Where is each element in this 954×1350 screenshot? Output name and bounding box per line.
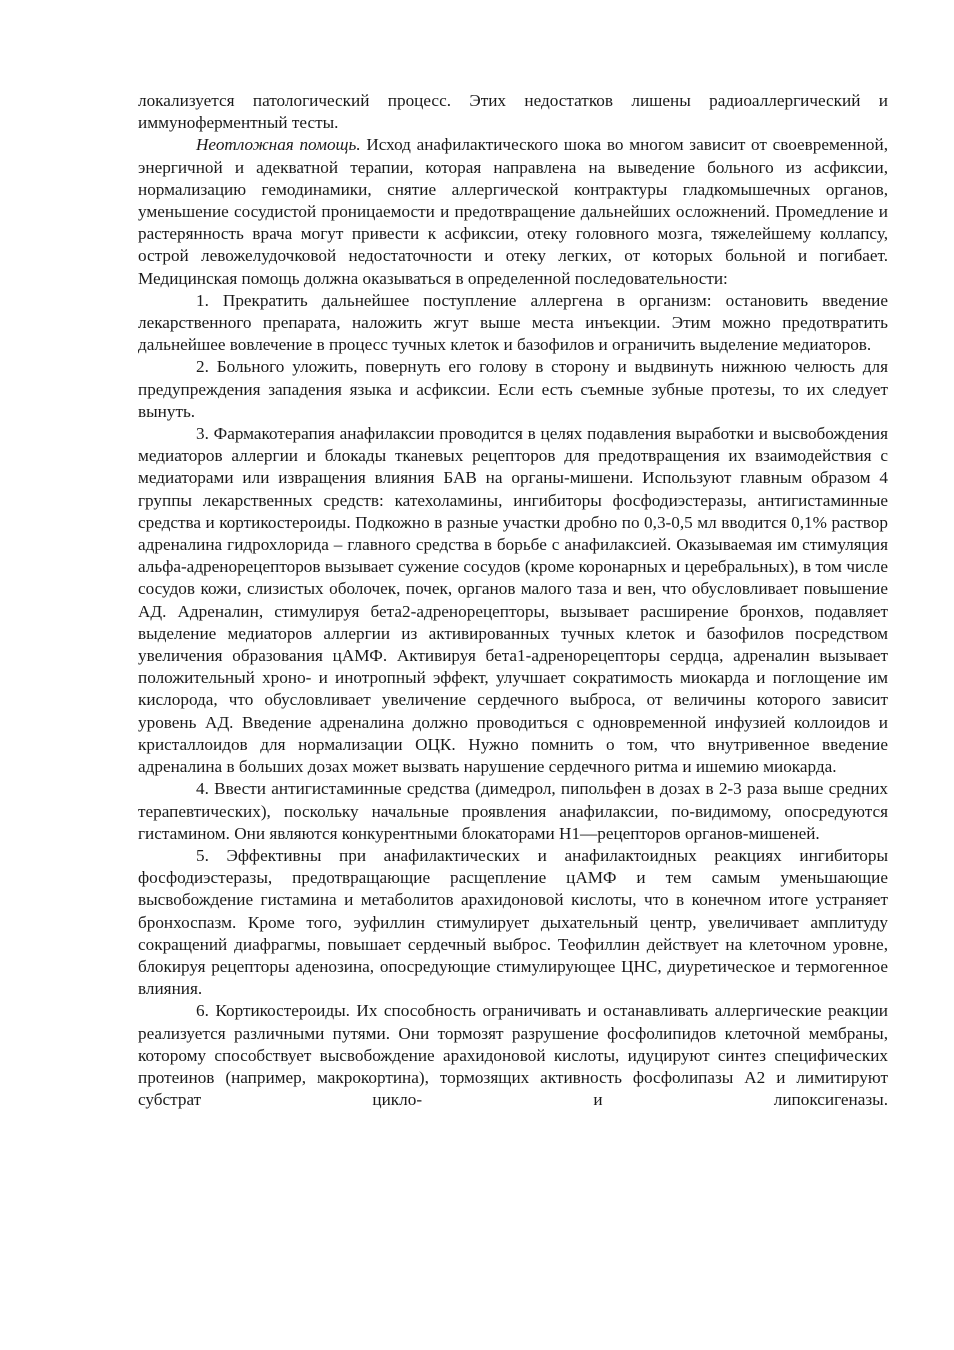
paragraph-emergency-care-text: Исход анафилактического шока во многом зависит от своевременной, энергичной и адекватной терапии, которая направлена на выведение больного из асфиксии, нормализацию гемодинамики, снятие аллергической контрактуры гладкомышечных органов, уменьшение сосудистой проницаемости и предотвращение дальнейших осложнений. Промедление и растерянность врача могут привести к асфиксии, отеку головного мозга, тяжелейшему коллапсу, острой левожелудочковой недостаточности и отеку легких, от которых больной и погибает. Медицинская помощь должна оказываться в определенной последовательности: (138, 135, 888, 288)
list-item-2: 2. Больного уложить, повернуть его голову в сторону и выдвинуть нижнюю челюсть для предупреждения западения языка и асфиксии. Если есть съемные зубные протезы, то их следует вынуть. (138, 357, 888, 421)
list-item-1: 1. Прекратить дальнейшее поступление аллергена в организм: остановить введение лекарственного препарата, наложить жгут выше места инъекции. Этим можно предотвратить дальнейшее вовлечение в процесс тучных клеток и базофилов и ограничить выделение медиаторов. (138, 290, 888, 355)
list-item-5: 5. Эффективны при анафилактических и анафилактоидных реакциях ингибиторы фосфодиэстеразы, предотвращающие расщепление цАМФ и тем самым уменьшающие высвобождение гистамина и метаболитов арахидоновой кислоты, что в конечном итоге устраняет бронхоспазм. Кроме того, эуфиллин стимулирует дыхательный центр, увеличивает амплитуду сокращений диафрагмы, повышает сердечный выброс. Теофиллин действует на клеточном уровне, блокируя рецепторы аденозина, опосредующие стимулирующее ЦНС, диуретическое и термогенное влияния. (138, 845, 888, 999)
list-item-3: 3. Фармакотерапия анафилаксии проводится в целях подавления выработки и высвобождения медиаторов аллергии и блокады тканевых рецепторов для предотвращения их взаимодействия с медиаторами или извращения влияния БАВ на органы-мишени. Используют главным образом 4 группы лекарственных средств: катехоламины, ингибиторы фосфодиэстеразы, антигистаминные средства и кортикостероиды. Подкожно в разные участки дробно по 0,3-0,5 мл вводится 0,1% раствор адреналина гидрохлорида – главного средства в борьбе с анафилаксией. Оказываемая им стимуляция альфа-адренорецепторов вызывает сужение сосудов (кроме коронарных и церебральных), в том числе сосудов кожи, слизистых оболочек, почек, органов малого таза и вен, что обусловливает повышение АД. Адреналин, стимулируя бета2-адренорецепторы, вызывает расширение бронхов, подавляет выделение медиаторов аллергии из активированных тучных клеток и базофилов посредством увеличения образования цАМФ. Активируя бета1-адренорецепторы сердца, адреналин вызывает положительный хроно- и инотропный эффект, улучшает сократимость миокарда и поглощение им кислорода, что обусловливает увеличение сердечного выброса, от величины которого зависит уровень АД. Введение адреналина должно проводиться с одновременной инфузией коллоидов и кристаллоидов для нормализации ОЦК. Нужно помнить о том, что внутривенное введение адреналина в больших дозах может вызвать нарушение сердечного ритма и ишемию миокарда. (138, 424, 888, 777)
paragraph-emergency-care (138, 134, 888, 289)
list-item-6: 6. Кортикостероиды. Их способность ограничивать и останавливать аллергические реакции реализуется различными путями. Они тормозят разрушение фосфолипидов клеточной мембраны, которому способствует высвобождение арахидоновой кислоты, идуцируют синтез специфических протеинов (например, макрокортина), тормозящих активность фосфолипазы А2 и лимитируют субстрат цикло- и липоксигеназы. (138, 1001, 888, 1110)
section-lead-title: Неотложная помощь. (196, 135, 361, 155)
document-page (138, 90, 888, 1111)
list-item-4: 4. Ввести антигистаминные средства (димедрол, пипольфен в дозах в 2-3 раза выше средних терапевтических), поскольку начальные проявления анафилаксии, по-видимому, опосредуются гистамином. Они являются конкурентными блокаторами H1—рецепторов органов-мишеней. (138, 779, 888, 843)
paragraph-continuation: локализуется патологический процесс. Этих недостатков лишены радиоаллергический и иммуноферментный тесты. (138, 91, 888, 133)
